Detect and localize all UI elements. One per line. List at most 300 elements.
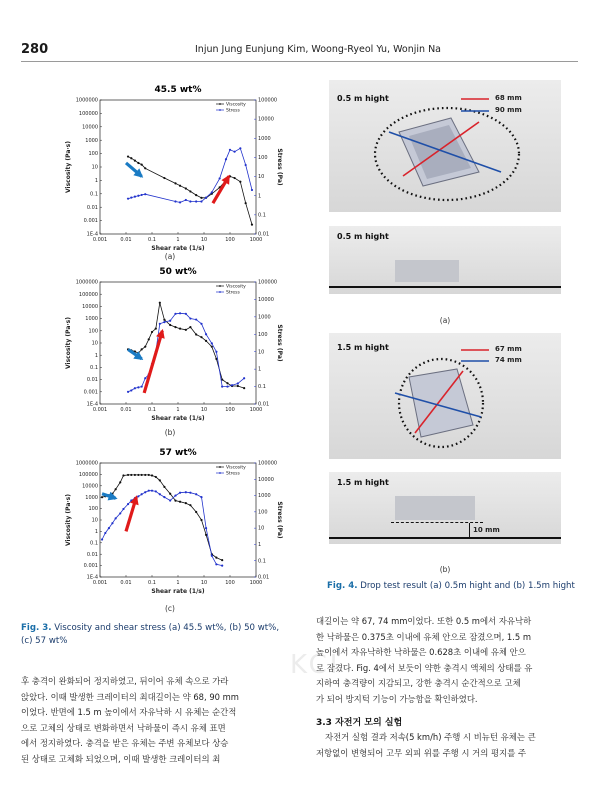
fig4-label: Fig. 4. xyxy=(327,581,358,591)
y2-axis-label: Stress (Pa) xyxy=(276,324,283,362)
data-point-stress xyxy=(137,495,139,497)
data-point-stress xyxy=(104,532,106,534)
data-point-viscosity xyxy=(137,162,139,164)
y-tick-label: 0.1 xyxy=(90,365,98,371)
data-point-viscosity xyxy=(211,346,213,348)
raised-specimen xyxy=(395,496,475,520)
data-point-stress xyxy=(221,565,223,567)
x-axis-label: Shear rate (1/s) xyxy=(151,415,205,422)
section-body xyxy=(316,730,578,761)
data-point-stress xyxy=(233,151,235,153)
body-right-line: 한 낙하물은 0.375초 이내에 유체 안으로 잠겼으며, 1.5 m xyxy=(316,631,532,642)
depth-marker xyxy=(469,523,470,537)
data-point-viscosity xyxy=(179,185,181,187)
data-point-viscosity xyxy=(195,333,197,335)
y2-tick-label: 10 xyxy=(258,174,265,181)
photo-side-view-low xyxy=(329,226,561,294)
fig3-label: Fig. 3. xyxy=(21,623,52,633)
y2-tick-label: 100 xyxy=(258,331,268,338)
x-axis-label: Shear rate (1/s) xyxy=(151,245,205,252)
series-line-stress xyxy=(128,148,252,202)
body-left-line: 에서 정지하였다. 충격을 받은 유체는 주변 유체보다 상승 xyxy=(21,738,229,749)
data-point-stress xyxy=(169,499,171,501)
y-tick-label: 0.1 xyxy=(90,540,98,547)
body-right-line: 지하여 충격량이 지감되고, 강한 충격시 순간적으로 고체 xyxy=(316,678,521,689)
y-tick-label: 100 xyxy=(88,328,98,335)
y-tick-label: 1000000 xyxy=(75,97,98,104)
y-tick-label: 100 xyxy=(88,151,98,158)
chart-b-container xyxy=(62,262,282,430)
photo-bottom-dim2: 74 mm xyxy=(495,356,522,364)
specimen-block-high xyxy=(409,369,473,437)
data-point-viscosity xyxy=(163,319,165,321)
chart-c-container xyxy=(62,443,282,603)
y-tick-label: 10000 xyxy=(82,483,98,490)
y2-tick-label: 0.01 xyxy=(258,574,270,581)
data-point-stress xyxy=(219,177,221,179)
y-tick-label: 1E-4 xyxy=(86,231,98,238)
y-tick-label: 100 xyxy=(88,506,98,513)
data-point-viscosity xyxy=(200,519,202,521)
data-point-stress xyxy=(119,512,121,514)
y2-tick-label: 100000 xyxy=(258,97,278,104)
y2-tick-label: 1000 xyxy=(258,135,271,142)
legend-label: Viscosity xyxy=(226,284,246,290)
data-point-stress xyxy=(130,196,132,198)
data-point-stress xyxy=(115,517,117,519)
data-point-viscosity xyxy=(189,504,191,506)
data-point-stress xyxy=(205,527,207,529)
data-point-stress xyxy=(155,490,157,492)
data-point-viscosity xyxy=(237,385,239,387)
data-point-viscosity xyxy=(159,479,161,481)
photo-bottom-side-label: 1.5 m hight xyxy=(337,478,389,487)
x-tick-label: 1000 xyxy=(249,407,263,413)
y2-tick-label: 0.1 xyxy=(258,558,266,565)
body-left-line: 후 충격이 완화되어 정지하였고, 뒤이어 유체 속으로 가라 xyxy=(21,676,229,686)
data-point-stress xyxy=(163,496,165,498)
y-tick-label: 1 xyxy=(94,529,98,535)
y-tick-label: 1 xyxy=(94,352,98,359)
chart-title: 57 wt% xyxy=(159,448,197,458)
data-point-stress xyxy=(137,386,139,388)
data-point-stress xyxy=(174,313,176,315)
x-tick-label: 1000 xyxy=(249,580,263,586)
data-point-stress xyxy=(231,384,233,386)
photo-top-dim2: 90 mm xyxy=(495,106,522,114)
y2-tick-label: 10000 xyxy=(258,476,274,483)
data-point-stress xyxy=(144,377,146,379)
legend-label: Stress xyxy=(226,108,240,114)
y2-tick-label: 100 xyxy=(258,509,268,516)
data-point-viscosity xyxy=(215,557,217,559)
data-point-stress xyxy=(144,491,146,493)
data-point-viscosity xyxy=(174,500,176,502)
data-point-viscosity xyxy=(141,164,143,166)
data-point-stress xyxy=(251,189,253,191)
data-point-stress xyxy=(141,194,143,196)
y-tick-label: 1E-4 xyxy=(86,401,98,408)
data-point-viscosity xyxy=(155,328,157,330)
y-tick-label: 10 xyxy=(91,517,98,524)
y-tick-label: 10 xyxy=(91,340,98,347)
photo-top-label: 0.5 m hight xyxy=(337,94,389,103)
legend-marker xyxy=(219,472,221,474)
data-point-viscosity xyxy=(148,338,150,340)
legend-marker xyxy=(219,103,221,105)
fluid-surface-line xyxy=(329,286,561,288)
data-point-viscosity xyxy=(205,340,207,342)
y2-tick-label: 0.01 xyxy=(258,231,270,238)
photo-top-view-high xyxy=(329,333,561,459)
y-axis-label: Viscosity (Pa·s) xyxy=(65,141,72,193)
data-point-stress xyxy=(221,385,223,387)
data-point-viscosity xyxy=(151,331,153,333)
data-point-viscosity xyxy=(144,474,146,476)
y2-tick-label: 10 xyxy=(258,525,265,532)
data-point-viscosity xyxy=(127,155,129,157)
data-point-viscosity xyxy=(155,476,157,478)
body-left-line: 으로 고체의 상태로 변화하면서 낙하물이 즉시 유체 표면 xyxy=(21,722,226,733)
legend-marker xyxy=(219,291,221,293)
data-point-stress xyxy=(195,318,197,320)
data-point-viscosity xyxy=(137,474,139,476)
data-point-stress xyxy=(179,492,181,494)
header-rule xyxy=(21,61,578,62)
y-tick-label: 0.1 xyxy=(90,191,98,198)
plot-frame xyxy=(100,463,256,577)
y-tick-label: 10 xyxy=(91,164,98,171)
x-tick-label: 0.1 xyxy=(148,237,156,243)
data-point-stress xyxy=(148,490,150,492)
photo-bottom-dim1: 67 mm xyxy=(495,345,522,353)
chart-b-panel-label: (b) xyxy=(164,428,176,437)
photo-top-side-label: 0.5 m hight xyxy=(337,232,389,241)
data-point-stress xyxy=(225,158,227,160)
chart-title: 45.5 wt% xyxy=(154,85,202,95)
data-point-stress xyxy=(239,147,241,149)
y2-tick-label: 0.1 xyxy=(258,384,266,391)
y2-axis-label: Stress (Pa) xyxy=(276,148,283,186)
data-point-stress xyxy=(134,387,136,389)
data-point-stress xyxy=(211,191,213,193)
data-point-viscosity xyxy=(205,534,207,536)
data-point-viscosity xyxy=(127,474,129,476)
data-point-viscosity xyxy=(163,177,165,179)
data-point-stress xyxy=(215,351,217,353)
x-tick-label: 1 xyxy=(176,580,180,586)
chart-c-panel-label: (c) xyxy=(165,604,175,613)
data-point-stress xyxy=(134,195,136,197)
data-point-viscosity xyxy=(169,493,171,495)
y-axis-label: Viscosity (Pa·s) xyxy=(65,317,72,369)
data-point-stress xyxy=(159,323,161,325)
data-point-stress xyxy=(243,377,245,379)
running-title: Injun Jung Eunjung Kim, Woong-Ryeol Yu, Wonjin Na xyxy=(195,44,442,55)
x-tick-label: 10 xyxy=(200,237,208,243)
y-tick-label: 0.001 xyxy=(83,389,98,396)
data-point-stress xyxy=(101,538,103,540)
y2-tick-label: 1 xyxy=(258,542,262,549)
submerged-specimen xyxy=(395,260,459,282)
data-point-stress xyxy=(179,201,181,203)
data-point-stress xyxy=(141,493,143,495)
x-tick-label: 10 xyxy=(200,580,208,586)
data-point-stress xyxy=(189,200,191,202)
x-tick-label: 100 xyxy=(225,580,235,586)
data-point-viscosity xyxy=(115,488,117,490)
data-point-stress xyxy=(163,321,165,323)
data-point-stress xyxy=(215,563,217,565)
y-tick-label: 0.01 xyxy=(86,551,98,558)
legend-label: Stress xyxy=(226,471,240,477)
data-point-viscosity xyxy=(179,501,181,503)
x-tick-label: 100 xyxy=(225,407,235,413)
data-point-viscosity xyxy=(239,181,241,183)
y-tick-label: 0.001 xyxy=(83,563,98,570)
x-tick-label: 0.1 xyxy=(148,407,156,413)
y2-tick-label: 100 xyxy=(258,155,268,162)
y2-tick-label: 100000 xyxy=(258,279,278,286)
depth-label: 10 mm xyxy=(473,526,500,534)
y-tick-label: 0.001 xyxy=(83,218,98,225)
data-point-stress xyxy=(189,492,191,494)
section-line: 저항없이 변형되어 고무 외피 위를 주행 시 거의 평지를 주 xyxy=(316,747,527,758)
data-point-stress xyxy=(174,200,176,202)
x-tick-label: 100 xyxy=(225,237,235,243)
data-point-stress xyxy=(195,200,197,202)
data-point-stress xyxy=(130,389,132,391)
body-left-line: 이었다. 반면에 1.5 m 높이에서 자유낙하 시 유체는 순간적 xyxy=(21,707,237,718)
data-point-stress xyxy=(127,503,129,505)
y-tick-label: 10000 xyxy=(82,124,98,131)
data-point-viscosity xyxy=(226,382,228,384)
x-tick-label: 0.01 xyxy=(120,237,132,243)
fig4-caption xyxy=(327,580,587,593)
y2-tick-label: 10000 xyxy=(258,116,274,123)
data-point-stress xyxy=(127,391,129,393)
data-point-viscosity xyxy=(130,474,132,476)
trend-arrow-shaft xyxy=(144,331,162,393)
data-point-viscosity xyxy=(119,481,121,483)
data-point-stress xyxy=(179,312,181,314)
data-point-stress xyxy=(159,493,161,495)
body-right-line: 높이에서 자유낙하한 낙하물은 0.628초 이내에 유체 안으 xyxy=(316,647,526,658)
data-point-viscosity xyxy=(151,474,153,476)
data-point-viscosity xyxy=(189,326,191,328)
y-tick-label: 1000000 xyxy=(75,460,98,467)
trend-arrow-head xyxy=(156,329,165,339)
data-point-stress xyxy=(122,508,124,510)
data-point-stress xyxy=(141,385,143,387)
legend-label: Viscosity xyxy=(226,465,246,471)
data-point-viscosity xyxy=(233,177,235,179)
legend-label: Stress xyxy=(226,290,240,296)
data-point-stress xyxy=(211,342,213,344)
data-point-viscosity xyxy=(185,502,187,504)
y-tick-label: 1E-4 xyxy=(86,574,98,581)
data-point-stress xyxy=(169,320,171,322)
x-tick-label: 0.01 xyxy=(120,407,132,413)
data-point-viscosity xyxy=(141,474,143,476)
data-point-viscosity xyxy=(200,197,202,199)
photo-top-dim1: 68 mm xyxy=(495,94,522,102)
data-point-viscosity xyxy=(243,387,245,389)
x-tick-label: 1 xyxy=(176,237,180,243)
photo-top-drawing xyxy=(329,80,561,212)
data-point-viscosity xyxy=(169,324,171,326)
data-point-stress xyxy=(200,496,202,498)
data-point-stress xyxy=(127,198,129,200)
data-point-viscosity xyxy=(195,194,197,196)
x-tick-label: 1000 xyxy=(249,237,263,243)
chart-a-container xyxy=(62,80,282,260)
y-tick-label: 100000 xyxy=(78,472,98,478)
data-point-stress xyxy=(185,313,187,315)
y2-tick-label: 1000 xyxy=(258,493,271,500)
data-point-viscosity xyxy=(148,474,150,476)
fig3-caption xyxy=(21,622,283,647)
page-number: 280 xyxy=(21,42,49,57)
data-point-viscosity xyxy=(144,346,146,348)
photo-a-panel-label: (a) xyxy=(439,316,451,325)
body-left-line: 된 상태로 고체화 되었으며, 이때 발생한 크레이터의 최 xyxy=(21,753,221,764)
y-axis-label: Viscosity (Pa·s) xyxy=(65,494,72,546)
data-point-stress xyxy=(189,317,191,319)
data-point-viscosity xyxy=(189,190,191,192)
data-point-stress xyxy=(137,195,139,197)
chart-b xyxy=(62,262,282,430)
data-point-viscosity xyxy=(185,329,187,331)
data-point-stress xyxy=(185,199,187,201)
data-point-viscosity xyxy=(134,160,136,162)
data-point-viscosity xyxy=(185,187,187,189)
data-point-viscosity xyxy=(134,474,136,476)
legend-marker xyxy=(219,109,221,111)
data-point-stress xyxy=(111,522,113,524)
photo-bottom-drawing xyxy=(329,333,561,459)
data-point-stress xyxy=(229,149,231,151)
x-tick-label: 0.001 xyxy=(92,407,108,413)
series-line-stress xyxy=(128,313,244,392)
y-tick-label: 0.01 xyxy=(86,204,98,211)
legend-label: Viscosity xyxy=(226,102,246,108)
y-tick-label: 0.01 xyxy=(86,377,98,384)
data-point-viscosity xyxy=(159,302,161,304)
x-tick-label: 0.1 xyxy=(148,580,156,586)
series-line-viscosity xyxy=(128,303,244,388)
data-point-stress xyxy=(205,333,207,335)
y2-axis-label: Stress (Pa) xyxy=(276,501,283,539)
y2-tick-label: 1 xyxy=(258,193,262,200)
fig3-text: Viscosity and shear stress (a) 45.5 wt%, (b) 50 wt%, (c) 57 wt% xyxy=(21,623,280,646)
data-point-viscosity xyxy=(122,474,124,476)
photo-b-panel-label: (b) xyxy=(439,565,451,574)
body-right-line: 대길이는 약 67, 74 mm이었다. 또한 0.5 m에서 자유낙하 xyxy=(316,616,532,626)
data-point-viscosity xyxy=(130,157,132,159)
data-point-stress xyxy=(226,385,228,387)
y2-tick-label: 100000 xyxy=(258,460,278,467)
data-point-viscosity xyxy=(174,182,176,184)
plot-frame xyxy=(100,100,256,234)
y-tick-label: 1000 xyxy=(85,494,98,501)
body-right-column xyxy=(316,614,578,708)
y2-tick-label: 0.1 xyxy=(258,212,266,219)
x-tick-label: 10 xyxy=(200,407,208,413)
y-tick-label: 1000 xyxy=(85,137,98,144)
legend-marker xyxy=(219,285,221,287)
y2-tick-label: 1 xyxy=(258,366,262,373)
section-heading: 3.3 자전거 모의 실험 xyxy=(316,718,403,728)
y2-tick-label: 10000 xyxy=(258,297,274,304)
data-point-viscosity xyxy=(221,559,223,561)
y-tick-label: 100000 xyxy=(78,111,98,117)
fig4-text: Drop test result (a) 0.5m hight and (b) 1.5m hight xyxy=(357,581,575,591)
data-point-viscosity xyxy=(141,348,143,350)
chart-a-panel-label: (a) xyxy=(164,252,176,261)
x-tick-label: 0.001 xyxy=(92,580,108,586)
data-point-stress xyxy=(151,490,153,492)
data-point-stress xyxy=(185,491,187,493)
chart-c xyxy=(62,443,282,603)
data-point-viscosity xyxy=(251,224,253,226)
data-point-viscosity xyxy=(144,167,146,169)
fluid-surface-line-high xyxy=(329,537,561,539)
data-point-stress xyxy=(245,164,247,166)
legend-marker xyxy=(219,466,221,468)
watermark: KCI xyxy=(290,650,341,680)
data-point-stress xyxy=(174,494,176,496)
data-point-stress xyxy=(211,555,213,557)
y-tick-label: 1 xyxy=(94,178,98,184)
chart-a xyxy=(62,80,282,260)
data-point-stress xyxy=(108,527,110,529)
data-point-viscosity xyxy=(245,202,247,204)
section-line: 자전거 실험 결과 저속(5 km/h) 주행 시 비뉴턴 유체는 큰 xyxy=(325,732,536,742)
data-point-viscosity xyxy=(101,496,103,498)
data-point-stress xyxy=(195,493,197,495)
data-point-stress xyxy=(237,382,239,384)
y-tick-label: 1000000 xyxy=(75,279,98,286)
data-point-viscosity xyxy=(163,486,165,488)
data-point-stress xyxy=(144,193,146,195)
photo-side-view-high xyxy=(329,472,561,544)
y-tick-label: 100000 xyxy=(78,291,98,298)
y-tick-label: 10000 xyxy=(82,304,98,310)
y2-tick-label: 1000 xyxy=(258,314,271,321)
x-axis-label: Shear rate (1/s) xyxy=(151,588,205,595)
chart-title: 50 wt% xyxy=(159,267,197,277)
y2-tick-label: 10 xyxy=(258,349,265,356)
photo-bottom-label: 1.5 m hight xyxy=(337,343,389,352)
y2-tick-label: 0.01 xyxy=(258,401,270,408)
x-tick-label: 0.001 xyxy=(92,237,108,243)
x-tick-label: 0.01 xyxy=(120,580,132,586)
data-point-stress xyxy=(200,200,202,202)
data-point-stress xyxy=(200,323,202,325)
data-point-viscosity xyxy=(174,326,176,328)
body-right-line: 로 잠겼다. Fig. 4에서 보듯이 약한 충격시 액체의 상태를 유 xyxy=(316,662,533,673)
data-point-viscosity xyxy=(179,328,181,330)
photo-top-view-low xyxy=(329,80,561,212)
data-point-viscosity xyxy=(195,511,197,513)
body-left-line: 앉았다. 이때 발생한 크레이터의 최대길이는 약 68, 90 mm xyxy=(21,691,239,702)
data-point-stress xyxy=(205,196,207,198)
body-left-column xyxy=(21,674,283,768)
data-point-viscosity xyxy=(200,336,202,338)
y-tick-label: 1000 xyxy=(85,316,98,323)
x-tick-label: 1 xyxy=(176,407,180,413)
